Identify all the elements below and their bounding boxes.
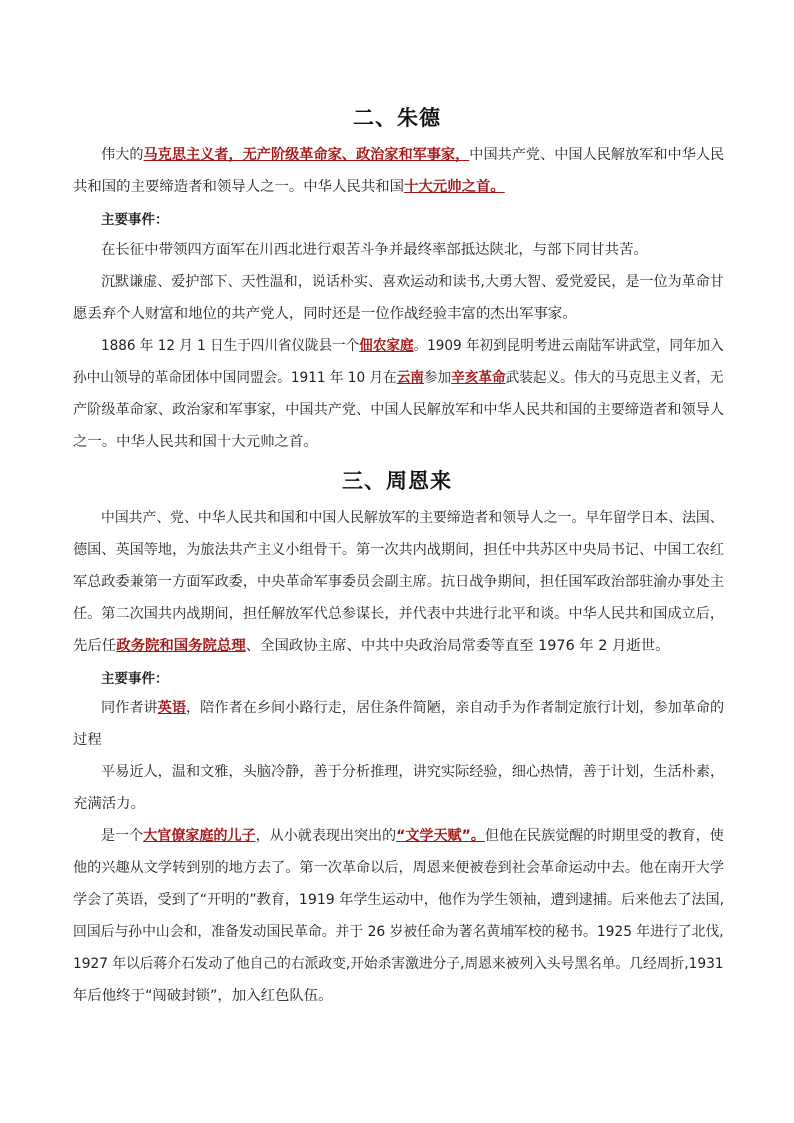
highlight-link[interactable]: 英语 [157,700,187,716]
para-line: 任。第二次国共内战期间，担任解放军代总参谋长，并代表中共进行北平和谈。中华人民共和国成立后， [73,606,724,622]
para-line [101,826,724,846]
main-events-label: 主要事件： [101,671,169,687]
text-run: 参加 [423,370,452,386]
para-line: 学会了英语，受到了“开明的”教育，1919 年学生运动中，他作为学生领袖，遭到逮捕。后来他去了法国, [73,892,725,908]
text-run: ，陪作者在乡间小路行走，居住条件简陋，亲自动手为作者制定旅行计划，参加革命的 [186,700,725,716]
para-line [73,177,505,197]
text-run: 1886 年 12 月 1 日生于四川省仪陇县一个 [101,338,360,354]
para-line: 在长征中带领四方面军在川西北进行艰苦斗争并最终率部抵达陕北，与部下同甘共苦。 [101,242,648,258]
para-line: 产阶级革命家、政治家和军事家，中国共产党、中国人民解放军和中华人民共和国的主要缔造者和领导人 [73,402,724,418]
text-run: 武装起义。伟大的马克思主义者，无 [505,370,724,386]
text-run: 孙中山领导的革命团体中国同盟会。1911 年 10 月在 [73,370,397,386]
text-run: 但他在民族觉醒的时期里受的教育，使 [484,828,724,844]
section-title-zhude: 二、朱德 [353,106,441,130]
text-run: 。1909 年初到昆明考进云南陆军讲武堂，同年加入 [413,338,724,354]
para-line [73,636,670,656]
para-line: 平易近人，温和文雅，头脑冷静，善于分析推理，讲究实际经验，细心热情，善于计划，生活朴素， [101,764,725,780]
text-run: ，从小就表现出突出的 [255,828,397,844]
para-line: 中国共产、党、中华人民共和国和中国人民解放军的主要缔造者和领导人之一。早年留学日本、法国、 [101,510,724,526]
para-line [101,145,724,165]
para-line: 沉默谦虚、爱护部下、天性温和，说话朴实、喜欢运动和读书,大勇大智、爱党爱民，是一位为革命甘 [101,274,724,290]
section-title-zhouenlai: 三、周恩来 [342,469,452,493]
highlight-link[interactable]: “文学天赋”。 [396,828,485,844]
para-line [73,368,724,388]
highlight-link[interactable]: 大官僚家庭的儿子 [143,828,256,844]
para-line: 充满活力。 [73,796,145,812]
highlight-link[interactable]: 辛亥革命 [451,370,506,386]
text-run: 共和国的主要缔造者和领导人之一。中华人民共和国 [73,179,404,195]
text-run: 伟大的 [101,147,144,163]
para-line [101,698,724,718]
main-events-label: 主要事件： [101,212,169,228]
para-line: 年后他终于“闯破封锁”，加入红色队伍。 [73,988,333,1004]
highlight-link[interactable]: 佃农家庭 [359,338,414,354]
para-line: 回国后与孙中山会和，准备发动国民革命。并于 26 岁被任命为著名黄埔军校的秘书。1925 年进行了北伐, [73,924,724,940]
highlight-link[interactable]: 云南 [396,370,424,386]
text-run: 先后任 [73,638,117,654]
para-line [101,336,724,356]
highlight-link[interactable]: 政务院和国务院总理 [116,638,246,654]
para-line: 愿丢弃个人财富和地位的共产党人，同时还是一位作战经验丰富的杰出军事家。 [73,306,577,322]
para-line: 过程 [73,732,102,748]
para-line: 他的兴趣从文学转到别的地方去了。第一次革命以后，周恩来便被卷到社会革命运动中去。他在南开大学 [73,860,724,876]
para-line: 之一。中华人民共和国十大元帅之首。 [73,434,318,450]
highlight-link[interactable]: 马克思主义者，无产阶级革命家、政治家和军事家， [143,147,470,163]
text-run: 、全国政协主席、中共中央政治局常委等直至 1976 年 2 月逝世。 [245,638,670,654]
para-line: 德国、英国等地，为旅法共产主义小组骨干。第一次共内战期间，担任中共苏区中央局书记、中国工农红 [73,542,724,558]
text-run: 是一个 [101,828,144,844]
para-line: 军总政委兼第一方面军政委，中央革命军事委员会副主席。抗日战争期间，担任国军政治部驻渝办事处主 [73,574,724,590]
highlight-link[interactable]: 十大元帅之首。 [404,179,505,195]
para-line: 1927 年以后蒋介石发动了他自己的右派政变,开始杀害激进分子,周恩来被列入头号黑名单。几经周折,1931 [73,956,724,972]
text-run: 同作者讲 [101,700,158,716]
text-run: 中国共产党、中国人民解放军和中华人民 [469,147,725,163]
